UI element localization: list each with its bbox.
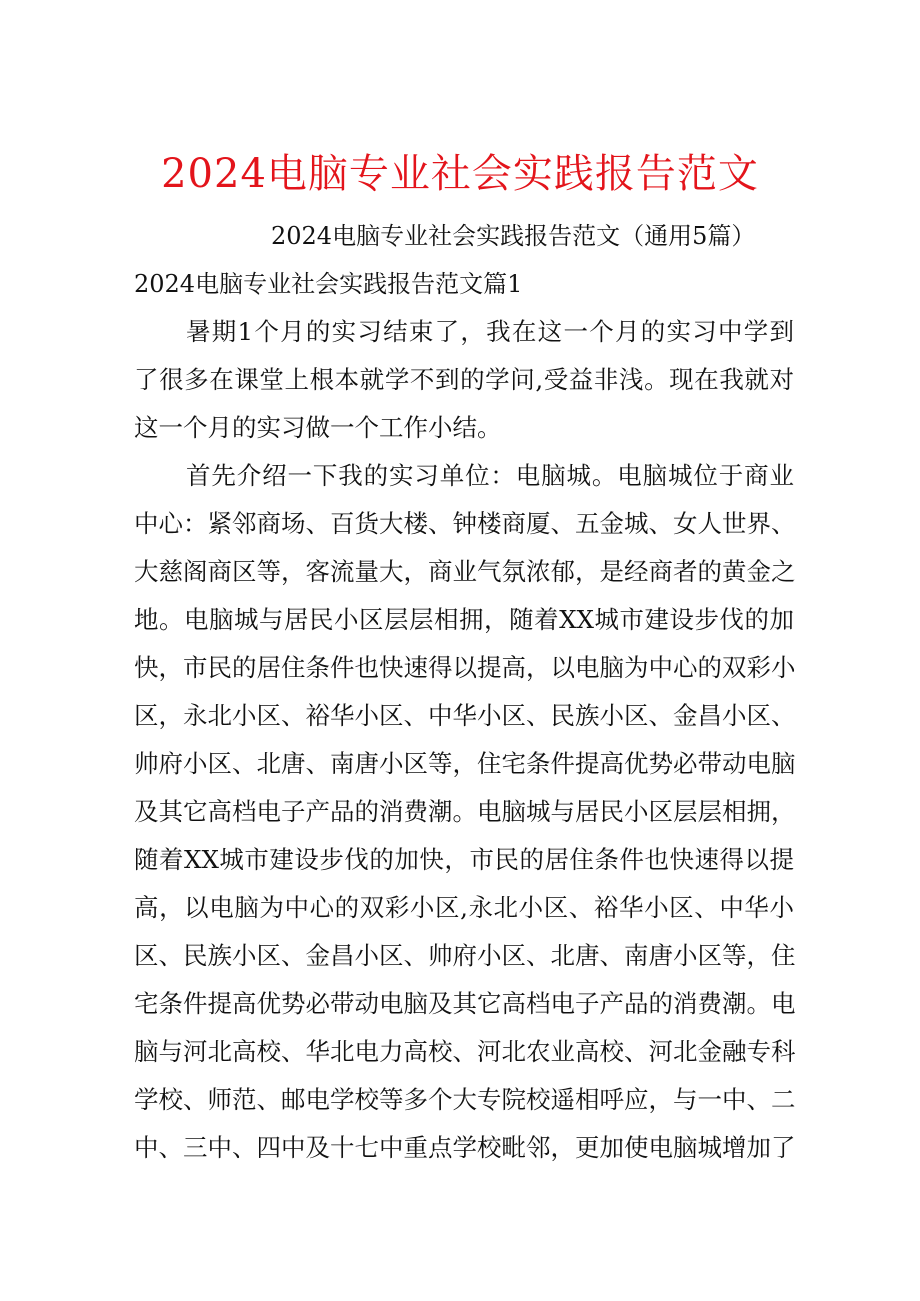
document-title: 2024电脑专业社会实践报告范文 <box>161 151 759 197</box>
section-heading: 2024电脑专业社会实践报告范文篇1 <box>134 270 523 298</box>
paragraph-2-line-8: 及其它高档电子产品的消费潮。电脑城与居民小区层层相拥， <box>134 797 796 826</box>
document-subtitle: 2024电脑专业社会实践报告范文（通用5篇） <box>271 222 756 250</box>
paragraph-2-line-1: 首先介绍一下我的实习单位：电脑城。电脑城位于商业 <box>186 461 794 490</box>
paragraph-2-line-9: 随着XX城市建设步伐的加快，市民的居住条件也快速得以提 <box>134 845 794 874</box>
paragraph-2-line-4: 地。电脑城与居民小区层层相拥，随着XX城市建设步伐的加 <box>134 605 794 634</box>
paragraph-1-line-1: 暑期1个月的实习结束了，我在这一个月的实习中学到 <box>186 317 794 346</box>
paragraph-2-line-5: 快，市民的居住条件也快速得以提高，以电脑为中心的双彩小 <box>134 653 796 682</box>
paragraph-2-line-7: 帅府小区、北唐、南唐小区等，住宅条件提高优势必带动电脑 <box>134 749 796 778</box>
paragraph-2-line-11: 区、民族小区、金昌小区、帅府小区、北唐、南唐小区等，住 <box>134 941 796 970</box>
paragraph-2-line-13: 脑与河北高校、华北电力高校、河北农业高校、河北金融专科 <box>134 1037 796 1066</box>
paragraph-2-line-2: 中心：紧邻商场、百货大楼、钟楼商厦、五金城、女人世界、 <box>134 509 796 538</box>
paragraph-2-line-6: 区，永北小区、裕华小区、中华小区、民族小区、金昌小区、 <box>134 701 796 730</box>
paragraph-2-line-12: 宅条件提高优势必带动电脑及其它高档电子产品的消费潮。电 <box>134 989 796 1018</box>
paragraph-1-line-2: 了很多在课堂上根本就学不到的学问,受益非浅。现在我就对 <box>134 365 794 394</box>
paragraph-1-line-3: 这一个月的实习做一个工作小结。 <box>134 413 502 442</box>
paragraph-2-line-14: 学校、师范、邮电学校等多个大专院校遥相呼应，与一中、二 <box>134 1085 796 1114</box>
paragraph-2-line-10: 高，以电脑为中心的双彩小区,永北小区、裕华小区、中华小 <box>134 893 794 922</box>
paragraph-2-line-3: 大慈阁商区等，客流量大，商业气氛浓郁，是经商者的黄金之 <box>134 557 796 586</box>
paragraph-2-line-15: 中、三中、四中及十七中重点学校毗邻，更加使电脑城增加了 <box>134 1133 796 1162</box>
